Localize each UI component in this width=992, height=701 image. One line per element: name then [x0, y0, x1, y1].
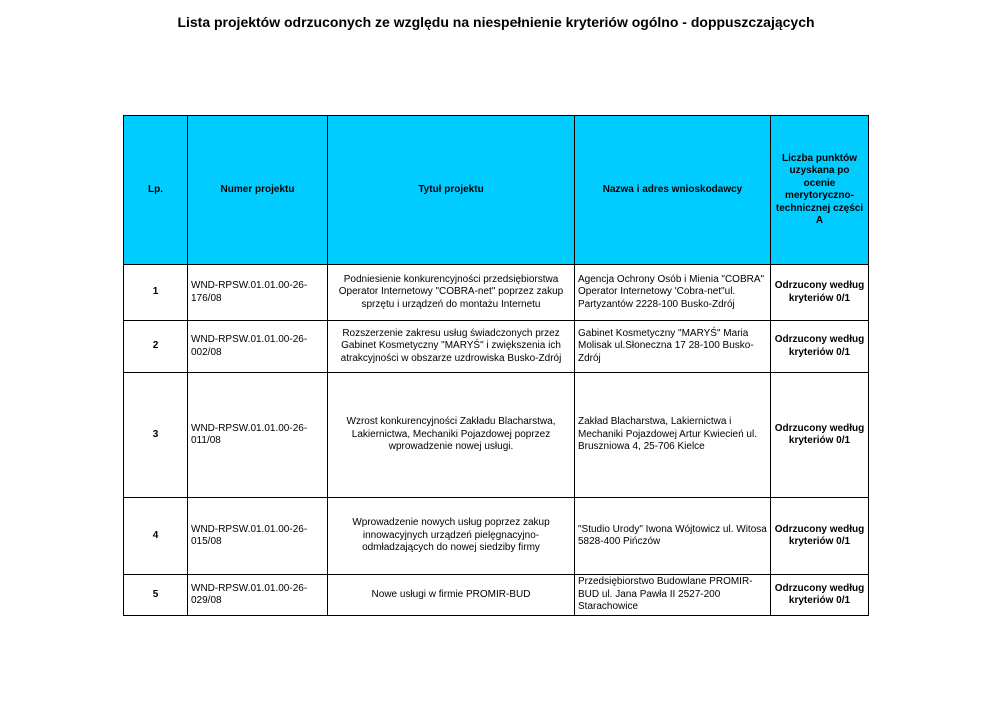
cell-lp: 1: [124, 265, 188, 321]
cell-nazwa: Gabinet Kosmetyczny "MARYŚ" Maria Molisak ul.Słoneczna 17 28-100 Busko-Zdrój: [575, 321, 771, 373]
cell-numer: WND-RPSW.01.01.00-26-002/08: [188, 321, 328, 373]
cell-tytul: Wzrost konkurencyjności Zakładu Blacharstwa, Lakiernictwa, Mechaniki Pojazdowej poprzez wprowadzenie nowej usługi.: [328, 373, 575, 498]
table-row: [124, 321, 869, 373]
header-lp: Lp.: [124, 116, 188, 265]
header-tytul-projektu: Tytuł projektu: [328, 116, 575, 265]
cell-nazwa: Przedsiębiorstwo Budowlane PROMIR-BUD ul. Jana Pawła II 2527-200 Starachowice: [575, 575, 771, 616]
cell-punkty: Odrzucony według kryteriów 0/1: [771, 373, 869, 498]
cell-punkty: Odrzucony według kryteriów 0/1: [771, 265, 869, 321]
cell-tytul: Nowe usługi w firmie PROMIR-BUD: [328, 575, 575, 616]
header-numer-projektu: Numer projektu: [188, 116, 328, 265]
table-row: [124, 575, 869, 616]
cell-lp: 3: [124, 373, 188, 498]
cell-numer: WND-RPSW.01.01.00-26-011/08: [188, 373, 328, 498]
cell-nazwa: Agencja Ochrony Osób i Mienia "COBRA" Operator Internetowy 'Cobra-net"ul. Partyzantów 2228-100 Busko-Zdrój: [575, 265, 771, 321]
table-header-row: [124, 116, 869, 265]
cell-lp: 2: [124, 321, 188, 373]
cell-numer: WND-RPSW.01.01.00-26-029/08: [188, 575, 328, 616]
cell-punkty: Odrzucony według kryteriów 0/1: [771, 321, 869, 373]
cell-numer: WND-RPSW.01.01.00-26-176/08: [188, 265, 328, 321]
page-title: Lista projektów odrzuconych ze względu na niespełnienie kryteriów ogólno - doppuszczających: [177, 14, 815, 30]
cell-tytul: Wprowadzenie nowych usług poprzez zakup innowacyjnych urządzeń pielęgnacyjno-odmładzających do nowej siedziby firmy: [328, 498, 575, 575]
header-liczba-punktow: Liczba punktów uzyskana po ocenie merytoryczno-technicznej części A: [771, 116, 869, 265]
cell-nazwa: Zakład Blacharstwa, Lakiernictwa i Mechaniki Pojazdowej Artur Kwiecień ul. Bruszniowa 4, 25-706 Kielce: [575, 373, 771, 498]
projects-table: [123, 115, 869, 616]
cell-tytul: Rozszerzenie zakresu usług świadczonych przez Gabinet Kosmetyczny "MARYŚ" i zwiększenia ich atrakcyjności w obszarze uzdrowiska Busko-Zdrój: [328, 321, 575, 373]
cell-lp: 5: [124, 575, 188, 616]
table-row: [124, 373, 869, 498]
table-row: [124, 265, 869, 321]
cell-tytul: Podniesienie konkurencyjności przedsiębiorstwa Operator Internetowy "COBRA-net" poprzez zakup sprzętu i urządzeń do montażu Internetu: [328, 265, 575, 321]
cell-punkty: Odrzucony według kryteriów 0/1: [771, 498, 869, 575]
header-nazwa-i-adres: Nazwa i adres wnioskodawcy: [575, 116, 771, 265]
cell-lp: 4: [124, 498, 188, 575]
cell-nazwa: "Studio Urody" Iwona Wójtowicz ul. Witosa 5828-400 Pińczów: [575, 498, 771, 575]
table-row: [124, 498, 869, 575]
cell-punkty: Odrzucony według kryteriów 0/1: [771, 575, 869, 616]
cell-numer: WND-RPSW.01.01.00-26-015/08: [188, 498, 328, 575]
